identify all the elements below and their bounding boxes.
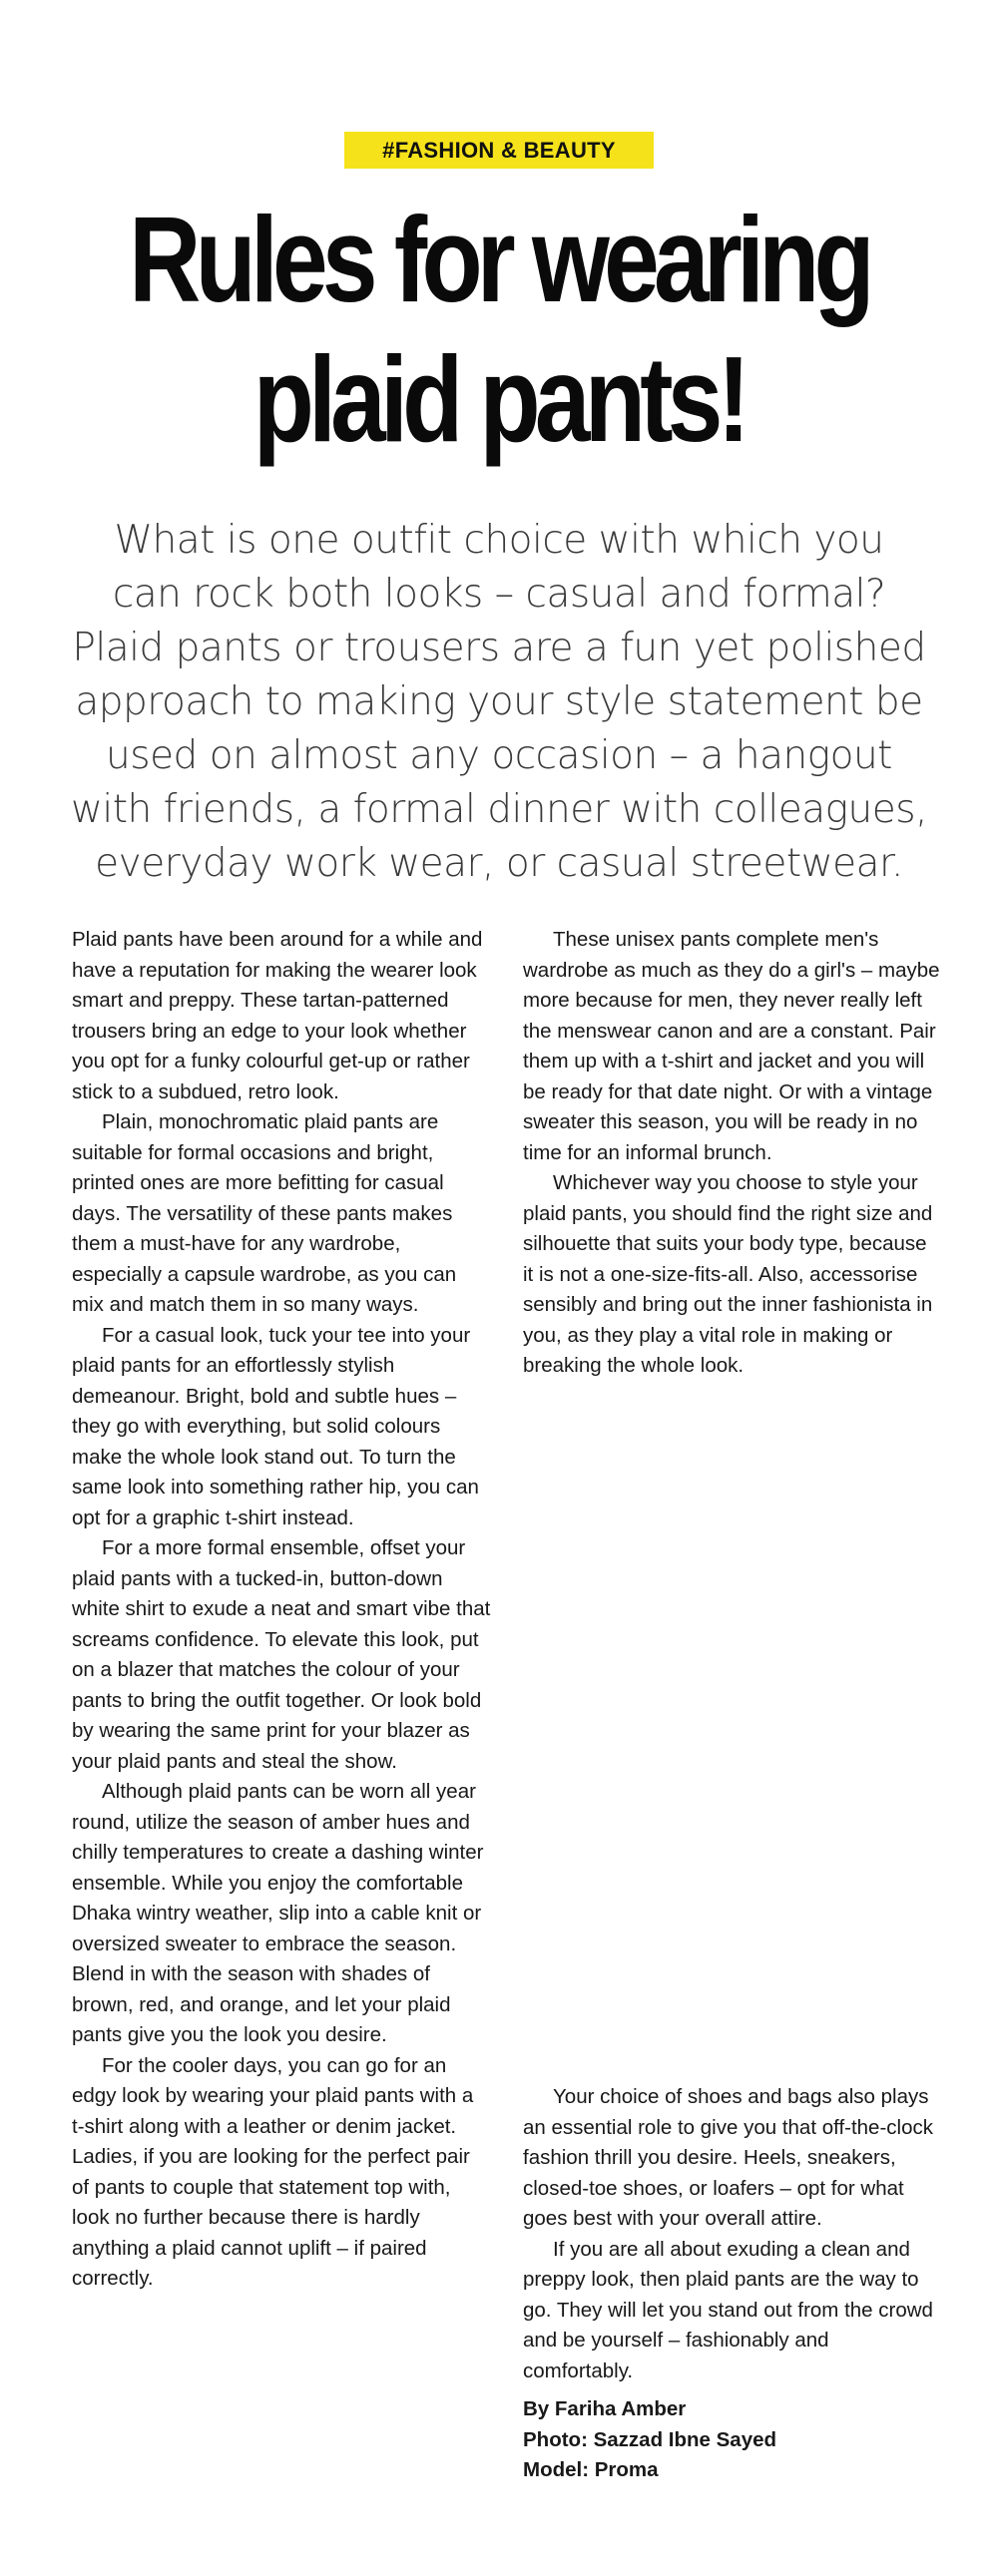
section-tag-wrap (0, 132, 998, 169)
headline-line-1: Rules for wearing (129, 192, 869, 327)
section-tag: #FASHION & BEAUTY (344, 132, 654, 169)
body-paragraph: Although plaid pants can be worn all year round, utilize the season of amber hues and chilly temperatures to create a dashing winter ensemble. While you enjoy the comfortable Dhaka wintry weather, slip into a cable knit or oversized sweater to embrace the season. Blend in with the season with shades of brown, red, and orange, and let your plaid pants give you the look you desire. (72, 1780, 484, 2046)
standfirst-line: approach to making your style statement be (75, 679, 923, 724)
body-paragraph: These unisex pants complete men's wardrobe as much as they do a girl's – maybe more because for men, they never really left the menswear canon and are a constant. Pair them up with a t-shirt and jacket and you will be ready for that date night. Or with a vintage sweater this season, you will be ready in no time for an informal brunch. (523, 928, 940, 1164)
standfirst (60, 514, 938, 891)
model-credit: Model: Proma (523, 2458, 659, 2481)
standfirst-line: used on almost any occasion – a hangout (106, 733, 892, 778)
headline-line-2: plaid pants! (252, 331, 746, 467)
body-paragraph: For a more formal ensemble, offset your plaid pants with a tucked-in, button-down white shirt to exude a neat and smart vibe that screams confidence. To elevate this look, put on a blazer that matches the colour of your pants to bring the outfit together. Or look bold by wearing the same print for your blazer as your plaid pants and steal the show. (72, 1536, 491, 1773)
body-column-left (72, 925, 491, 2295)
standfirst-line: with friends, a formal dinner with colleagues, (71, 787, 927, 832)
body-column-right-bottom (523, 2082, 942, 2486)
credits (523, 2394, 942, 2486)
body-paragraph: For the cooler days, you can go for an edgy look by wearing your plaid pants with a t-shirt along with a leather or denim jacket. Ladies, if you are looking for the perfect pair of pants to couple that statement top with, look no further because there is hardly anything a plaid cannot uplift – if paired correctly. (72, 2053, 474, 2290)
body-paragraph: Plaid pants have been around for a while and have a reputation for making the wearer look smart and preppy. These tartan-patterned trousers bring an edge to your look whether you opt for a funky colourful get-up or rather stick to a subdued, retro look. (72, 928, 483, 1103)
body-column-right-top (523, 925, 942, 1382)
photo-credit: Photo: Sazzad Ibne Sayed (523, 2427, 777, 2451)
author-credit: By Fariha Amber (523, 2397, 687, 2420)
body-paragraph: Whichever way you choose to style your plaid pants, you should find the right size and silhouette that suits your body type, because it is not a one-size-fits-all. Also, accessorise sensibly and bring out the inner fashionista in you, as they play a vital role in making or breaking the whole look. (523, 1171, 933, 1377)
standfirst-line: can rock both looks – casual and formal? (112, 572, 886, 617)
body-paragraph: Plain, monochromatic plaid pants are suitable for formal occasions and bright, printed ones are more befitting for casual days. The versatility of these pants makes them a must-have for any wardrobe, especially a capsule wardrobe, as you can mix and match them in so many ways. (72, 1110, 457, 1316)
body-paragraph: Your choice of shoes and bags also plays an essential role to give you that off-the-clock fashion thrill you desire. Heels, sneakers, closed-toe shoes, or loafers – opt for what goes best with your overall attire. (523, 2085, 933, 2230)
body-paragraph: If you are all about exuding a clean and preppy look, then plaid pants are the way to go. They will let you stand out from the crowd and be yourself – fashionably and comfortably. (523, 2237, 933, 2382)
standfirst-line: everyday work wear, or casual streetwear. (95, 841, 903, 886)
body-paragraph: For a casual look, tuck your tee into your plaid pants for an effortlessly stylish demeanour. Bright, bold and subtle hues – they go with everything, but solid colours make the whole look stand out. To turn the same look into something rather hip, you can opt for a graphic t-shirt instead. (72, 1323, 479, 1529)
headline (90, 190, 908, 469)
standfirst-line: Plaid pants or trousers are a fun yet polished (72, 626, 926, 670)
standfirst-line: What is one outfit choice with which you (114, 518, 884, 563)
